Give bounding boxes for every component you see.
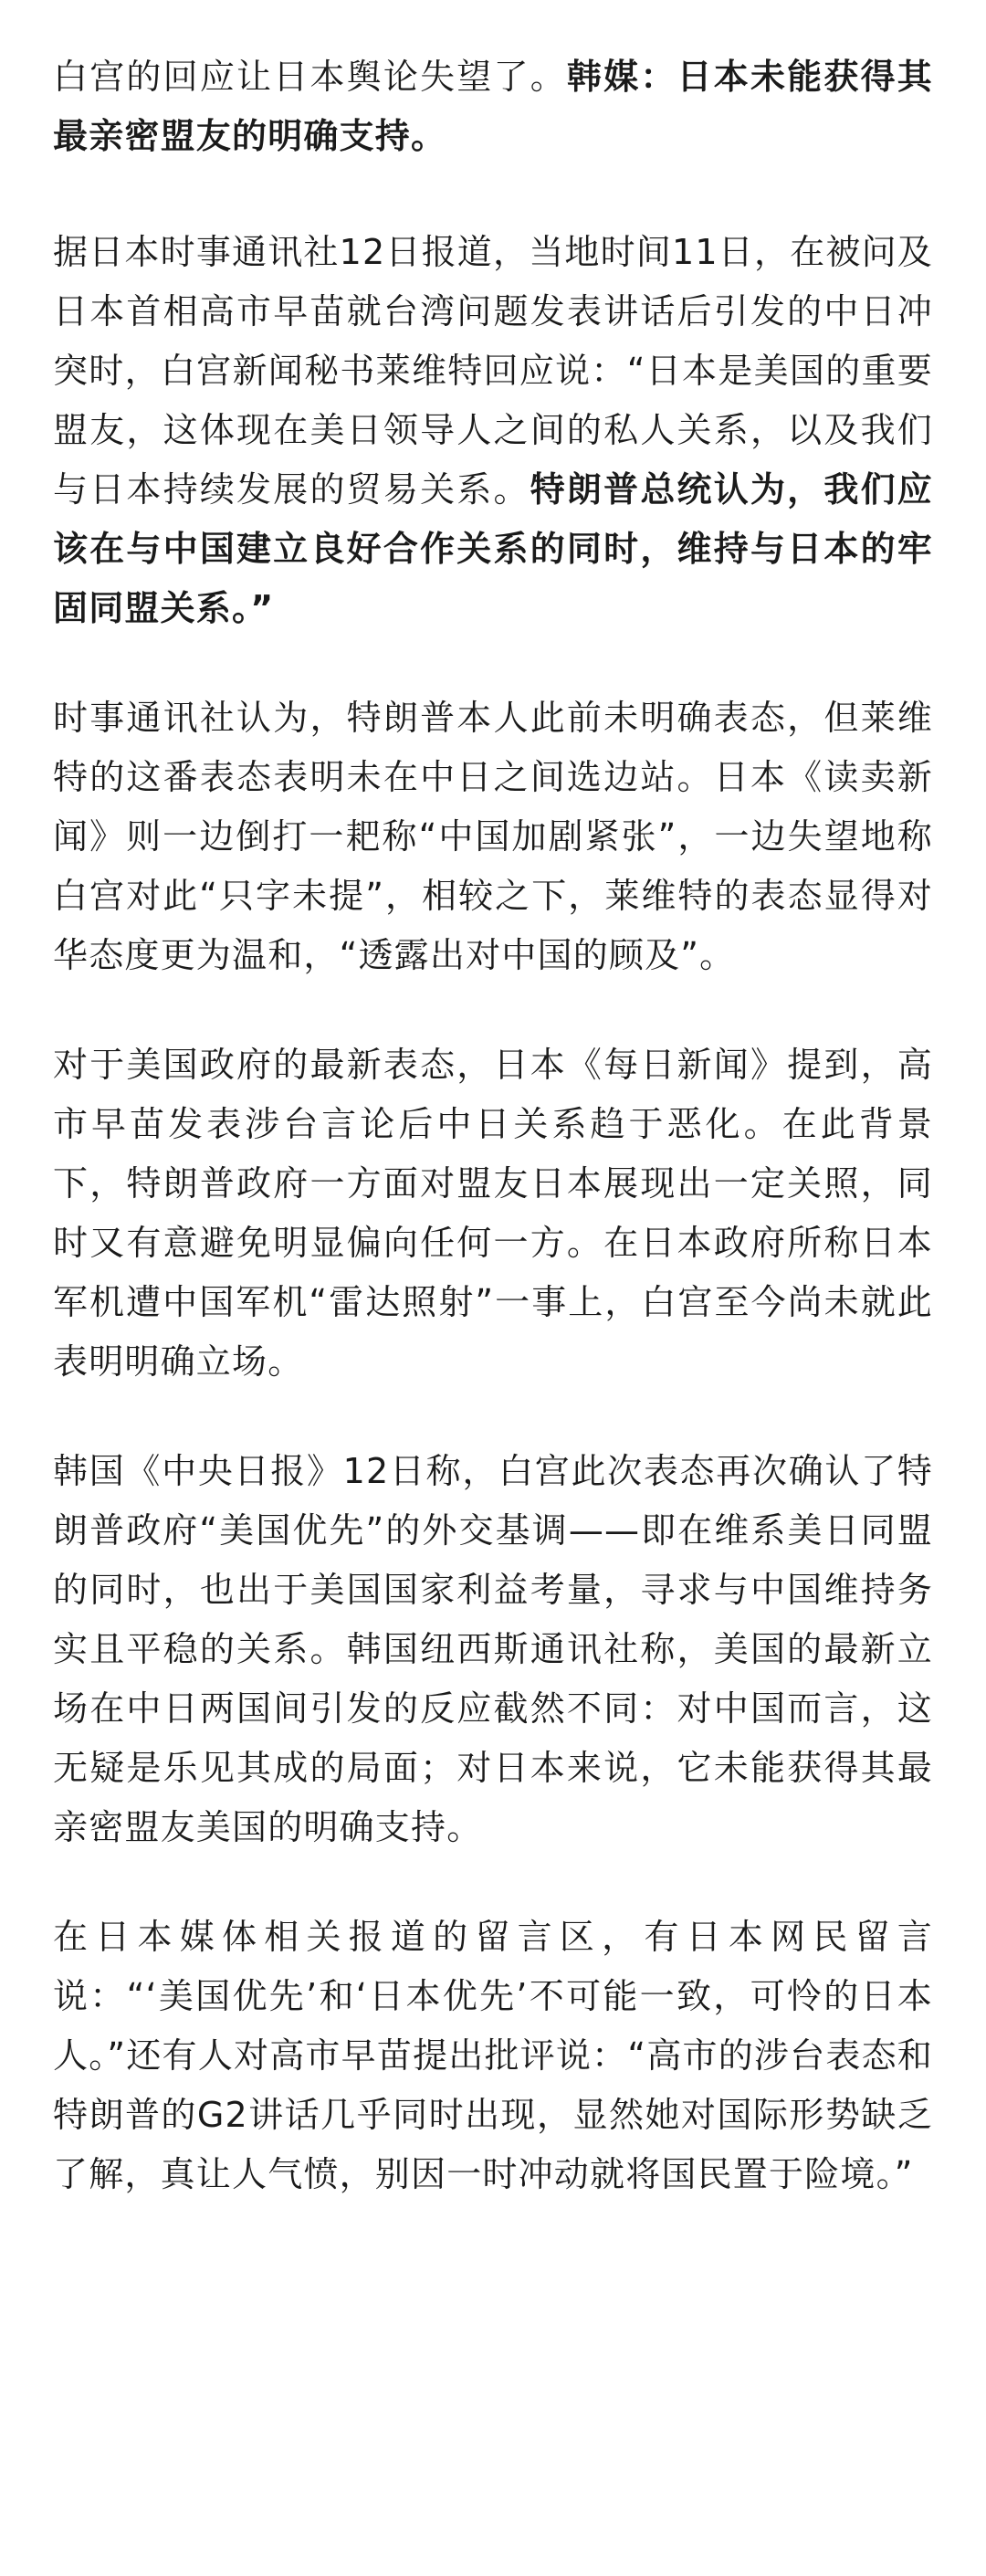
paragraph-2: [53, 223, 933, 638]
paragraph-5: [53, 1442, 933, 1857]
paragraph-2-text: 据日本时事通讯社12日报道，当地时间11日，在被问及日本首相高市早苗就台湾问题发表讲话后引发的中日冲突时，白宫新闻秘书莱维特回应说：“日本是美国的重要盟友，这体现在美日领导人之间的私人关系，以及我们与日本持续发展的贸易关系。: [53, 232, 933, 510]
paragraph-5-text: 韩国《中央日报》12日称，白宫此次表态再次确认了特朗普政府“美国优先”的外交基调——即在维系美日同盟的同时，也出于美国国家利益考量，寻求与中国维持务实且平稳的关系。韩国纽西斯通讯社称，美国的最新立场在中日两国间引发的反应截然不同：对中国而言，这无疑是乐见其成的局面；对日本来说，它未能获得其最亲密盟友美国的明确支持。: [53, 1451, 933, 1847]
paragraph-1: [53, 47, 933, 166]
paragraph-3: [53, 689, 933, 985]
paragraph-6-text: 在日本媒体相关报道的留言区，有日本网民留言说：“‘美国优先’和‘日本优先’不可能一致，可怜的日本人。”还有人对高市早苗提出批评说：“高市的涉台表态和特朗普的G2讲话几乎同时出现，显然她对国际形势缺乏了解，真让人气愤，别因一时冲动就将国民置于险境。”: [53, 1917, 933, 2194]
paragraph-4: [53, 1036, 933, 1392]
paragraph-4-text: 对于美国政府的最新表态，日本《每日新闻》提到，高市早苗发表涉台言论后中日关系趋于恶化。在此背景下，特朗普政府一方面对盟友日本展现出一定关照，同时又有意避免明显偏向任何一方。在日本政府所称日本军机遭中国军机“雷达照射”一事上，白宫至今尚未就此表明明确立场。: [53, 1045, 933, 1382]
paragraph-3-text: 时事通讯社认为，特朗普本人此前未明确表态，但莱维特的这番表态表明未在中日之间选边站。日本《读卖新闻》则一边倒打一耙称“中国加剧紧张”，一边失望地称白宫对此“只字未提”，相较之下，莱维特的表态显得对华态度更为温和，“透露出对中国的顾及”。: [53, 698, 933, 975]
paragraph-1-bold-text: 韩媒：日本未能获得其最亲密盟友的明确支持。: [53, 57, 933, 156]
paragraph-2-bold-text: 特朗普总统认为，我们应该在与中国建立良好合作关系的同时，维持与日本的牢固同盟关系。”: [53, 469, 934, 628]
paragraph-1-text: 白宫的回应让日本舆论失望了。: [53, 57, 567, 97]
paragraph-6: [53, 1908, 933, 2204]
